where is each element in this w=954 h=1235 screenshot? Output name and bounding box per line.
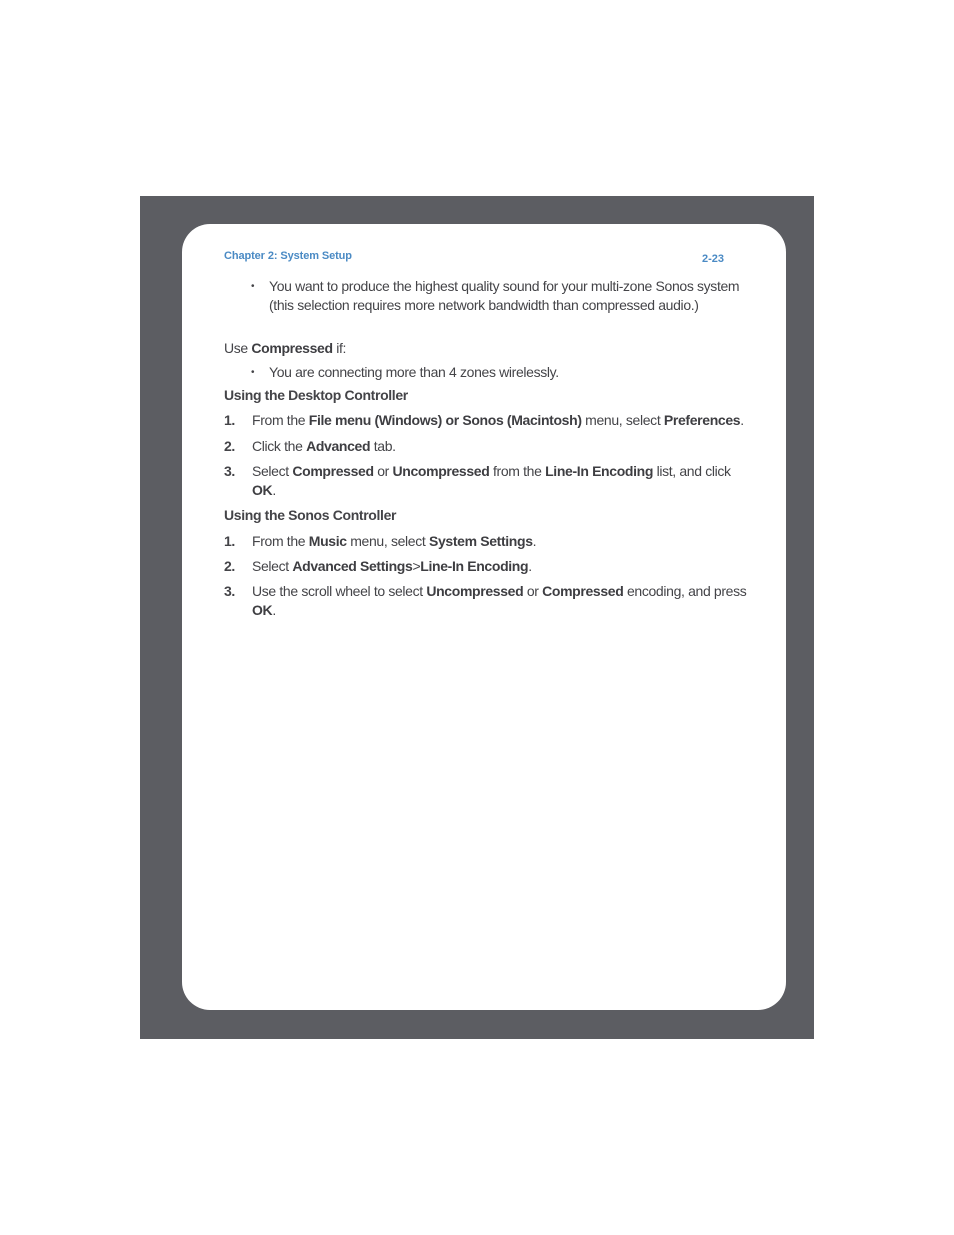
sonos-controller-heading: Using the Sonos Controller [224, 507, 397, 523]
desktop-step-3: 3. Select Compressed or Uncompressed from the Line-In Encoding list, and click OK. [224, 463, 731, 498]
bullet-text: You want to produce the highest quality sound for your multi-zone Sonos system (this selection requires more network bandwidth than compressed audio.) [269, 278, 740, 313]
page-frame [140, 196, 814, 1039]
page-content [224, 277, 754, 620]
page-card [182, 224, 786, 1010]
compressed-term: Compressed [251, 340, 333, 356]
bullet-item [224, 277, 754, 334]
sonos-step-2: 2. Select Advanced Settings>Line-In Encoding. [224, 558, 532, 574]
bullet-icon: • [251, 281, 255, 292]
sonos-step-3: 3. Use the scroll wheel to select Uncompressed or Compressed encoding, and press OK. [224, 583, 747, 618]
desktop-controller-heading: Using the Desktop Controller [224, 387, 408, 403]
desktop-step-1: 1. From the File menu (Windows) or Sonos (Macintosh) menu, select Preferences. [224, 412, 744, 428]
running-header: Chapter 2: System Setup [224, 250, 352, 262]
bullet-item [224, 363, 754, 382]
desktop-step-2: 2. Click the Advanced tab. [224, 438, 396, 454]
use-compressed-line: Use Compressed if: [224, 340, 347, 356]
bullet-text: You are connecting more than 4 zones wirelessly. [269, 364, 559, 380]
bullet-icon: • [251, 367, 255, 378]
sonos-step-1: 1. From the Music menu, select System Settings. [224, 533, 537, 549]
page-number: 2-23 [702, 253, 725, 265]
